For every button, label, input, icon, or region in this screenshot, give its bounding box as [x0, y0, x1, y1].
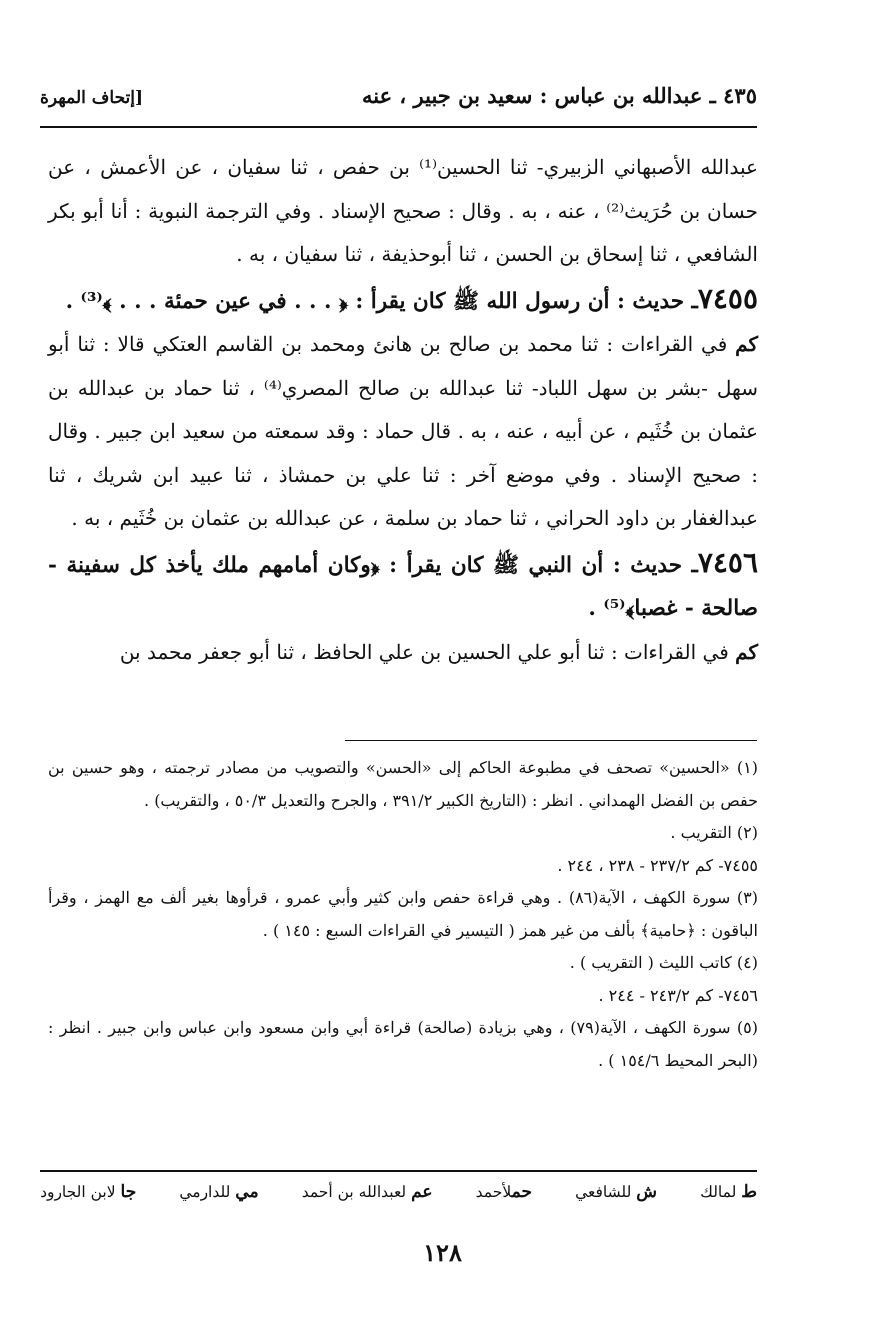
legend-label: للدارمي [179, 1183, 231, 1201]
hadith-7456-heading [48, 541, 758, 631]
legend-label: للشافعي [575, 1183, 632, 1201]
legend-item [700, 1182, 757, 1216]
footnote-divider [345, 740, 757, 741]
hadith-number: ٧٤٥٥ [697, 281, 758, 315]
legend-label: لعبدالله بن أحمد [301, 1183, 407, 1201]
running-header [40, 83, 757, 117]
legend-abbr: ط [741, 1182, 757, 1202]
hadith-text: ـ حديث : أن النبي ﷺ كان يقرأ : ﴿وكان أمامهم ملك يأخذ كل سفينة - صالحة - غصبا﴾⁽⁵⁾ . [48, 552, 758, 621]
page-number: ١٢٨ [423, 1238, 462, 1267]
legend-item [302, 1182, 433, 1216]
legend-item [476, 1182, 532, 1216]
footnote: (٤) كاتب الليث ( التقريب ) . [569, 953, 758, 972]
chapter-title: ٤٣٥ ـ عبدالله بن عباس : سعيد بن جبير ، عنه [362, 83, 757, 108]
main-text [48, 146, 758, 674]
legend-item [40, 1182, 136, 1216]
footnote: (٣) سورة الكهف ، الآية(٨٦) . وهي قراءة حفص وابن كثير وأبي عمرو ، قرأوها بغير ألف مع الهمز ، وقرأ الباقون : ﴿حامية﴾ بألف من غير همز ( التيسير في القراءات السبع : ١٤٥ ) . [48, 888, 759, 940]
chain-text: في القراءات : ثنا أبو علي الحسين بن علي الحافظ ، ثنا أبو جعفر محمد بن [119, 639, 729, 664]
legend-abbr: حم [511, 1182, 532, 1202]
header-divider [40, 126, 757, 128]
footnote-reference: ٧٤٥٥- كم ٢٣٧/٢ - ٢٣٨ ، ٢٤٤ . [557, 855, 758, 875]
book-title: [إتحاف المهرة [40, 88, 144, 108]
hadith-7455-chain [48, 323, 758, 541]
legend-label: لأحمد [475, 1183, 512, 1201]
hadith-number: ٧٤٥٦ [697, 545, 758, 579]
footnote-reference: ٧٤٥٦- كم ٢٤٣/٢ - ٢٤٤ . [598, 985, 758, 1005]
legend-abbr: مي [235, 1182, 259, 1202]
legend-item [179, 1182, 258, 1216]
abbreviation-legend [40, 1182, 757, 1216]
legend-label: لمالك [700, 1183, 737, 1201]
legend-abbr: عم [411, 1182, 433, 1202]
legend-divider [40, 1170, 757, 1172]
hadith-text: ـ حديث : أن رسول الله ﷺ كان يقرأ : ﴿ . . . في عين حمئة . . . ﴾⁽³⁾ . [65, 288, 698, 314]
hadith-7455-heading [48, 277, 758, 324]
legend-item [575, 1182, 657, 1216]
source-abbr: كم [735, 332, 758, 356]
paragraph: عبدالله الأصبهاني الزبيري- ثنا الحسين⁽¹⁾ بن حفص ، ثنا سفيان ، عن الأعمش ، عن حسان بن حُرَيث⁽²⁾ ، عنه ، به . وقال : صحيح الإسناد . وفي الترجمة النبوية : أنا أبو بكر الشافعي ، ثنا إسحاق بن الحسن ، ثنا أبوحذيفة ، ثنا سفيان ، به . [48, 155, 758, 266]
hadith-7456-chain [48, 631, 758, 675]
legend-label: لابن الجارود [40, 1183, 116, 1201]
footnote: (٢) التقريب . [670, 823, 758, 842]
footnote: (١) «الحسين» تصحف في مطبوعة الحاكم إلى «الحسن» والتصويب من مصادر ترجمته ، وهو حسين بن حفص بن الفضل الهمداني . انظر : (التاريخ الكبير ٣٩١/٢ ، والجرح والتعديل ٥٠/٣ ، والتقريب) . [48, 758, 759, 810]
legend-abbr: جا [120, 1182, 137, 1202]
chain-text: في القراءات : ثنا محمد بن صالح بن هانئ ومحمد بن القاسم العتكي قالا : ثنا أبو سهل -بشر بن سهل اللباد- ثنا عبدالله بن صالح المصري⁽⁴⁾ ، ثنا حماد بن عبدالله بن عثمان بن خُثَيم ، عن أبيه ، عنه ، به . قال حماد : وقد سمعته من سعيد ابن جبير . وقال : صحيح الإسناد . وفي موضع آخر : ثنا علي بن حمشاذ ، ثنا عبيد ابن شريك ، ثنا عبدالغفار بن داود الحراني ، ثنا حماد بن سلمة ، عن عبدالله بن عثمان بن خُثَيم ، به . [48, 332, 758, 530]
legend-abbr: ش [636, 1182, 657, 1202]
footnote: (٥) سورة الكهف ، الآية(٧٩) ، وهي بزيادة (صالحة) قراءة أبي وابن مسعود وابن عباس وابن جبير . انظر : (البحر المحيط ١٥٤/٦ ) . [48, 1018, 759, 1070]
footnotes [48, 752, 758, 1077]
source-abbr: كم [735, 639, 758, 664]
